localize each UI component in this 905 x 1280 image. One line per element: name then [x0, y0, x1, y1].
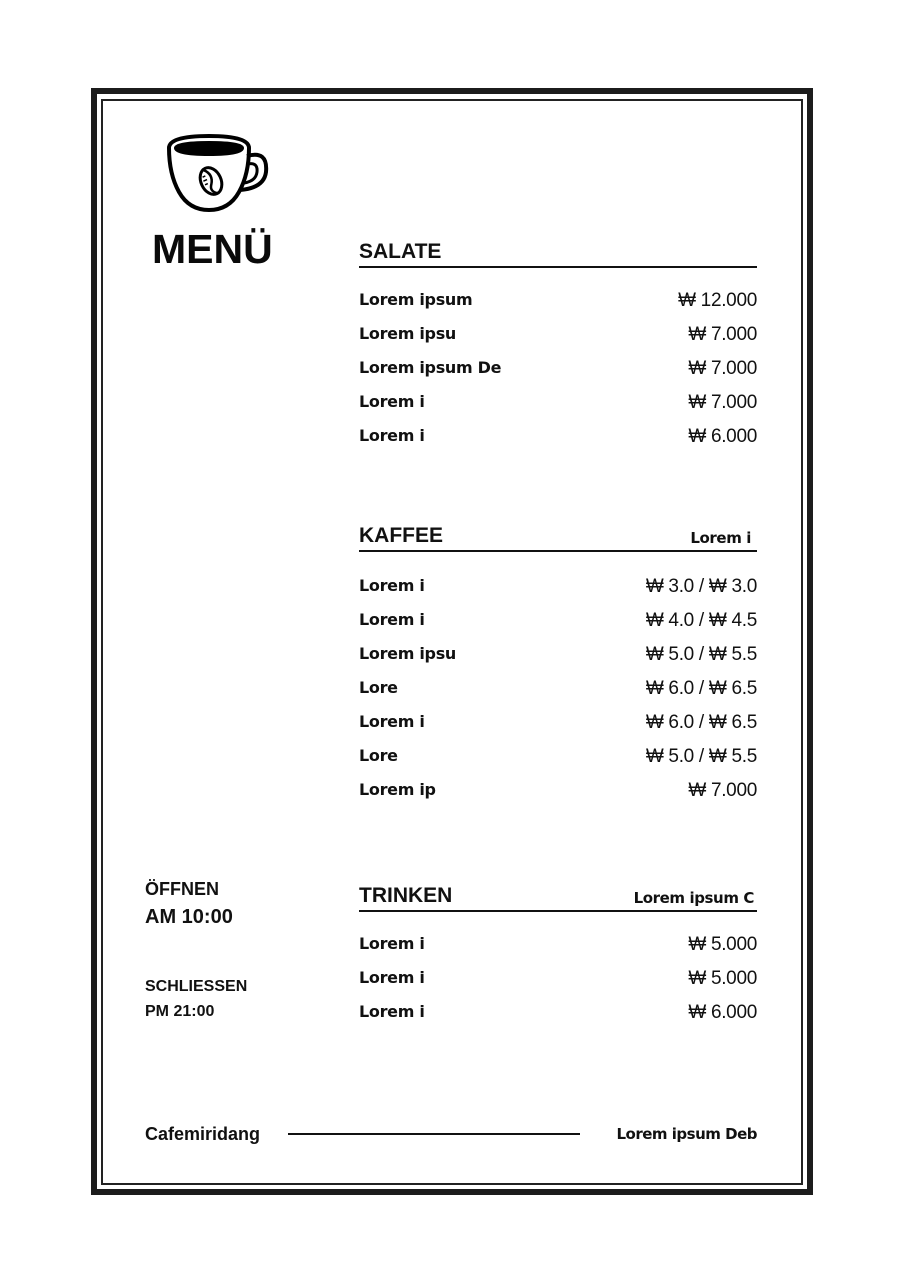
menu-item — [359, 712, 757, 746]
section-kaffee — [359, 522, 757, 814]
item-list — [359, 268, 757, 460]
section-title: TRINKEN — [359, 884, 453, 907]
item-price: ₩ 6.0 / ₩ 6.5 — [645, 678, 757, 699]
menu-item — [359, 678, 757, 712]
item-name: Lorem ipsum — [359, 290, 473, 309]
item-name: Lorem i — [359, 576, 425, 595]
section-header — [359, 882, 757, 912]
section-header — [359, 522, 757, 552]
item-price: ₩ 3.0 / ₩ 3.0 — [645, 576, 757, 597]
coffee-cup-icon — [164, 134, 270, 214]
section-trinken — [359, 882, 757, 1036]
item-price: ₩ 5.000 — [688, 968, 757, 989]
menu-item — [359, 746, 757, 780]
item-price: ₩ 6.000 — [688, 1002, 757, 1023]
menu-item — [359, 324, 757, 358]
section-title: SALATE — [359, 240, 442, 263]
menu-item — [359, 426, 757, 460]
item-name: Lorem ipsum De — [359, 358, 502, 377]
item-price: ₩ 6.000 — [688, 426, 757, 447]
open-label: ÖFFNEN — [145, 879, 219, 899]
menu-item — [359, 1002, 757, 1036]
menu-item — [359, 392, 757, 426]
section-title: KAFFEE — [359, 524, 443, 547]
item-name: Lorem ipsu — [359, 324, 457, 343]
menu-item — [359, 290, 757, 324]
menu-item — [359, 968, 757, 1002]
item-price: ₩ 7.000 — [688, 392, 757, 413]
item-list — [359, 912, 757, 1036]
menu-item — [359, 644, 757, 678]
open-time: AM 10:00 — [145, 906, 233, 928]
item-name: Lorem i — [359, 968, 425, 987]
item-price: ₩ 5.0 / ₩ 5.5 — [645, 746, 757, 767]
item-price: ₩ 7.000 — [688, 780, 757, 801]
item-name: Lorem ip — [359, 780, 436, 799]
section-salate — [359, 238, 757, 460]
item-price: ₩ 6.0 / ₩ 6.5 — [645, 712, 757, 733]
item-name: Lore — [359, 746, 398, 765]
close-time: PM 21:00 — [145, 1003, 215, 1020]
item-price: ₩ 5.000 — [688, 934, 757, 955]
section-header — [359, 238, 757, 268]
item-price: ₩ 7.000 — [688, 324, 757, 345]
item-name: Lorem i — [359, 392, 425, 411]
menu-item — [359, 610, 757, 644]
item-price: ₩ 5.0 / ₩ 5.5 — [645, 644, 757, 665]
item-price: ₩ 4.0 / ₩ 4.5 — [645, 610, 757, 631]
section-subtitle: Lorem i — [690, 529, 751, 547]
item-name: Lorem i — [359, 426, 425, 445]
item-name: Lorem i — [359, 712, 425, 731]
menu-title: MENÜ — [152, 226, 273, 272]
footer-tagline: Lorem ipsum Deb — [616, 1125, 757, 1143]
footer-divider — [288, 1133, 580, 1135]
item-name: Lorem i — [359, 610, 425, 629]
item-name: Lorem i — [359, 934, 425, 953]
item-name: Lorem i — [359, 1002, 425, 1021]
item-name: Lore — [359, 678, 398, 697]
item-name: Lorem ipsu — [359, 644, 457, 663]
item-price: ₩ 7.000 — [688, 358, 757, 379]
menu-item — [359, 780, 757, 814]
footer-brand: Cafemiridang — [145, 1124, 261, 1144]
menu-item — [359, 358, 757, 392]
menu-item — [359, 934, 757, 968]
section-subtitle: Lorem ipsum C — [633, 889, 754, 907]
item-price: ₩ 12.000 — [678, 290, 757, 311]
menu-item — [359, 576, 757, 610]
close-label: SCHLIESSEN — [145, 978, 248, 995]
item-list — [359, 552, 757, 814]
